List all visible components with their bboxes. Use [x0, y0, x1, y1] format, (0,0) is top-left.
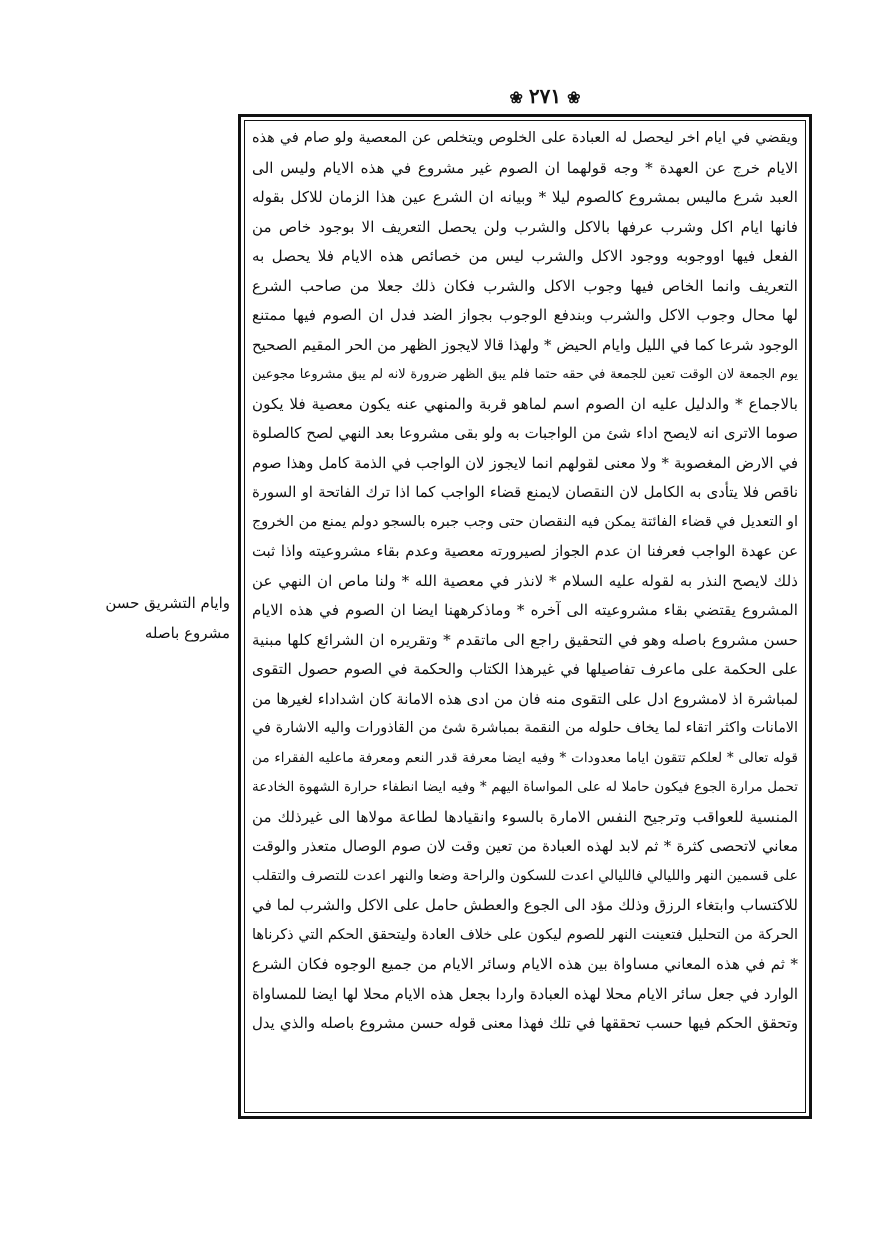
text-line: ويقضي في ايام اخر ليحصل له العبادة على الخلوص ويتخلص عن المعصية ولو صام في هذه — [252, 130, 798, 146]
text-line: وتحقق الحكم فيها حسب تحققها في تلك فهذا معنى قوله حسن مشروع باصله والذي يدل — [252, 1015, 798, 1032]
text-line: التعريف وانما الخاص فيها وجوب الاكل والشرب فكان ذلك جعلا من صاحب الشرع — [252, 276, 798, 295]
text-line: على قسمين النهر والليالي فالليالي اعدت للسكون والراحة وضعا والنهر اعدت للتصرف والتقلب — [252, 867, 798, 884]
page-number — [475, 84, 615, 108]
margin-note — [104, 588, 230, 648]
text-line: فانها ايام اكل وشرب عرفها بالاكل والشرب ولن يحصل التعريف الا بوجود خاص من — [252, 217, 798, 236]
text-line: على الحكمة على ماعرف تفاصيلها في غيرهذا الكتاب والحكمة في الصوم حصول التقوى — [252, 661, 798, 678]
text-line: يوم الجمعة لان الوقت تعين للجمعة في حقه حتما فلم يبق الظهر ضرورة لانه لم يبق مشروعا مجوعين — [252, 367, 798, 382]
text-line: قوله تعالى * لعلكم تتقون اياما معدودات * وفيه ايضا معرفة قدر النعم ومعرفة ماعليه الفقراء من — [252, 749, 798, 766]
text-line: لمباشرة اذ لامشروع ادل على التقوى منه فان من ادى هذه الامانة كان اشداداء لغيرها من — [252, 690, 798, 708]
text-line: الوارد في جعل سائر الايام محلا لهذه العبادة واردا بجعل هذه الايام محلا لها ايضا للمساواة — [252, 985, 798, 1003]
text-line: تحمل مرارة الجوع فيكون حاملا له على المواساة اليهم * وفيه ايضا انطفاء حرارة الشهوة الخادعة — [252, 779, 798, 795]
text-line: عن عهدة الواجب فعرفنا ان عدم الجواز لصيرورته معصية وعدم بقاء مشروعيته واذا ثبت — [252, 543, 798, 560]
main-text-block — [252, 124, 798, 1114]
text-line: بالاجماع * والدليل عليه ان الصوم اسم لماهو قربة والمنهي عنه يكون معصية فلا يكون — [252, 394, 798, 413]
text-line: لها محال وجوب الاكل والشرب وبندفع الوجوب بجواز الضد فدل ان الصوم فيها ممتنع — [252, 306, 798, 324]
text-line: ناقص فلا يتأدى به الكامل لان النقصان لايمنع قضاء الواجب كما اذا ترك الفاتحة او السورة — [252, 484, 798, 501]
text-line: الايام خرج عن العهدة * وجه قولهما ان الصوم غير مشروع في هذه الايام وليس الى — [252, 158, 798, 177]
margin-note-line: وايام التشريق حسن — [105, 594, 230, 612]
margin-note-line: مشروع باصله — [144, 624, 230, 642]
ornament-right-icon: ❀ — [567, 88, 581, 107]
text-line: الامانات واكثر اتقاء لما يخاف حلوله من النقمة بمباشرة شئ من القاذورات واليه الاشارة في — [252, 720, 798, 736]
text-line: معاني لاتحصى كثرة * ثم لابد لهذه العبادة من تعين وقت لان صوم الوصال متعذر والوقت — [252, 838, 798, 855]
text-line: الوجود شرعا كما في الليل وايام الحيض * ولهذا قالا لايجوز الظهر من الحر المقيم الصحيح — [252, 336, 798, 354]
text-line: حسن مشروع باصله وهو في التحقيق راجع الى ماتقدم * وتقريره ان الشرائع كلها مبنية — [252, 630, 798, 649]
text-line: الحركة من التحليل فتعينت النهر للصوم ليكون على خلاف العادة وليتحقق الحكم التي ذكرناها — [252, 926, 798, 943]
ornament-left-icon: ❀ — [509, 88, 523, 107]
text-line: المنسية للعواقب وترجيح النفس الامارة بالسوء وانقيادها لطاعة مولاها الى غيرذلك من — [252, 807, 798, 826]
text-line: * ثم في هذه المعاني مساواة بين هذه الايام وسائر الايام من جميع الوجوه فكان الشرع — [252, 955, 798, 973]
text-line: صوما الاترى انه لايصح اداء شئ من الواجبات به ولو بقى مشروعا بعد النهي لصح كالصلوة — [252, 425, 798, 442]
page-number-value: ٢٧١ — [528, 84, 562, 108]
text-line: للاكتساب وابتغاء الرزق وذلك مؤد الى الجوع والعطش حامل على الاكل والشرب لما في — [252, 896, 798, 914]
text-line: او التعديل في قضاء الفائتة يمكن فيه النقصان حتى وجب جبره بالسجو دولم يمنع من الخروج — [252, 513, 798, 530]
text-line: العبد شرع ماليس بمشروع كالصوم ليلا * وبيانه ان الشرع عين هذا الزمان للاكل بقوله — [252, 188, 798, 206]
text-line: ذلك لايصح النذر به لقوله عليه السلام * لانذر في معصية الله * ولنا ماص ان النهي عن — [252, 571, 798, 590]
text-line: في الارض المغصوبة * ولا معنى لقولهم انما لايجوز لان الواجب في الذمة كامل وهذا صوم — [252, 454, 798, 472]
text-line: المشروع يقتضي بقاء مشروعيته الى آخره * وماذكرههنا ايضا ان الصوم في هذه الايام — [252, 601, 798, 619]
text-line: الفعل فيها اووجوبه ووجود الاكل والشرب ليس من خصائص هذه الايام فلا يحصل به — [252, 247, 798, 265]
